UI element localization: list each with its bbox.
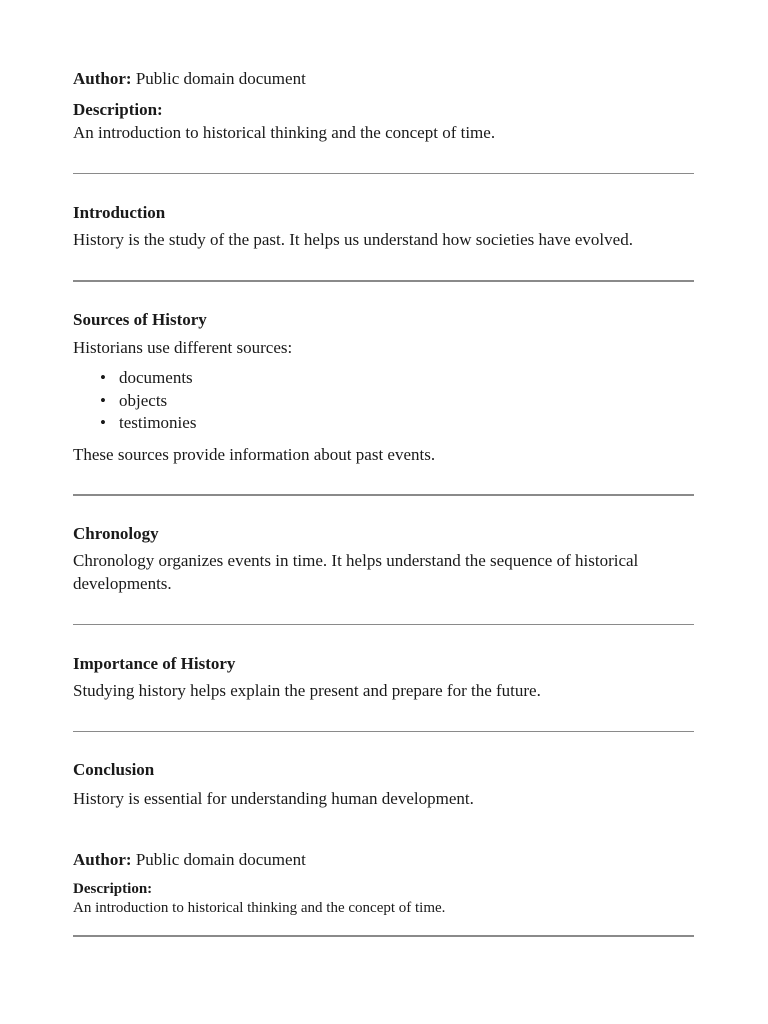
author-value: Public domain document	[135, 69, 306, 88]
description-value: An introduction to historical thinking and the concept of time.	[73, 123, 496, 142]
sources-intro: Historians use different sources:	[73, 338, 293, 357]
section-title-importance: Importance of History	[73, 654, 236, 673]
section-body-conclusion: History is essential for understanding human development.	[73, 789, 474, 808]
divider	[73, 494, 694, 496]
list-item: • documents	[73, 367, 196, 390]
section-body-introduction: History is the study of the past. It helps us understand how societies have evolved.	[73, 230, 633, 249]
bullet-icon: •	[100, 390, 106, 410]
section-title-conclusion: Conclusion	[73, 760, 155, 779]
section-body-importance: Studying history helps explain the present and prepare for the future.	[73, 681, 541, 700]
footer-description-value: An introduction to historical thinking and the concept of time.	[73, 900, 446, 916]
sources-outro: These sources provide information about past events.	[73, 445, 436, 464]
author-line	[73, 68, 306, 90]
bullet-icon: •	[100, 413, 106, 432]
description-label: Description:	[73, 100, 163, 119]
footer-author-value: Public domain document	[135, 850, 306, 869]
section-title-chronology: Chronology	[73, 524, 159, 543]
section-title-sources: Sources of History	[73, 310, 207, 329]
section-body-chronology-line2: developments.	[73, 574, 172, 593]
list-item: • objects	[73, 390, 196, 413]
author-label: Author:	[73, 69, 132, 88]
footer-author-line	[73, 849, 306, 871]
bullet-icon: •	[100, 368, 106, 387]
footer-author-label: Author:	[73, 850, 132, 869]
section-body-chronology-line1: Chronology organizes events in time. It helps understand the sequence of historical	[73, 551, 639, 570]
section-title-introduction: Introduction	[73, 203, 166, 222]
footer-description-label: Description:	[73, 881, 153, 897]
sources-list	[73, 367, 196, 435]
divider	[73, 173, 694, 174]
divider	[73, 280, 694, 282]
divider	[73, 731, 694, 732]
list-item: • testimonies	[73, 412, 196, 435]
divider	[73, 935, 694, 937]
divider	[73, 624, 694, 625]
